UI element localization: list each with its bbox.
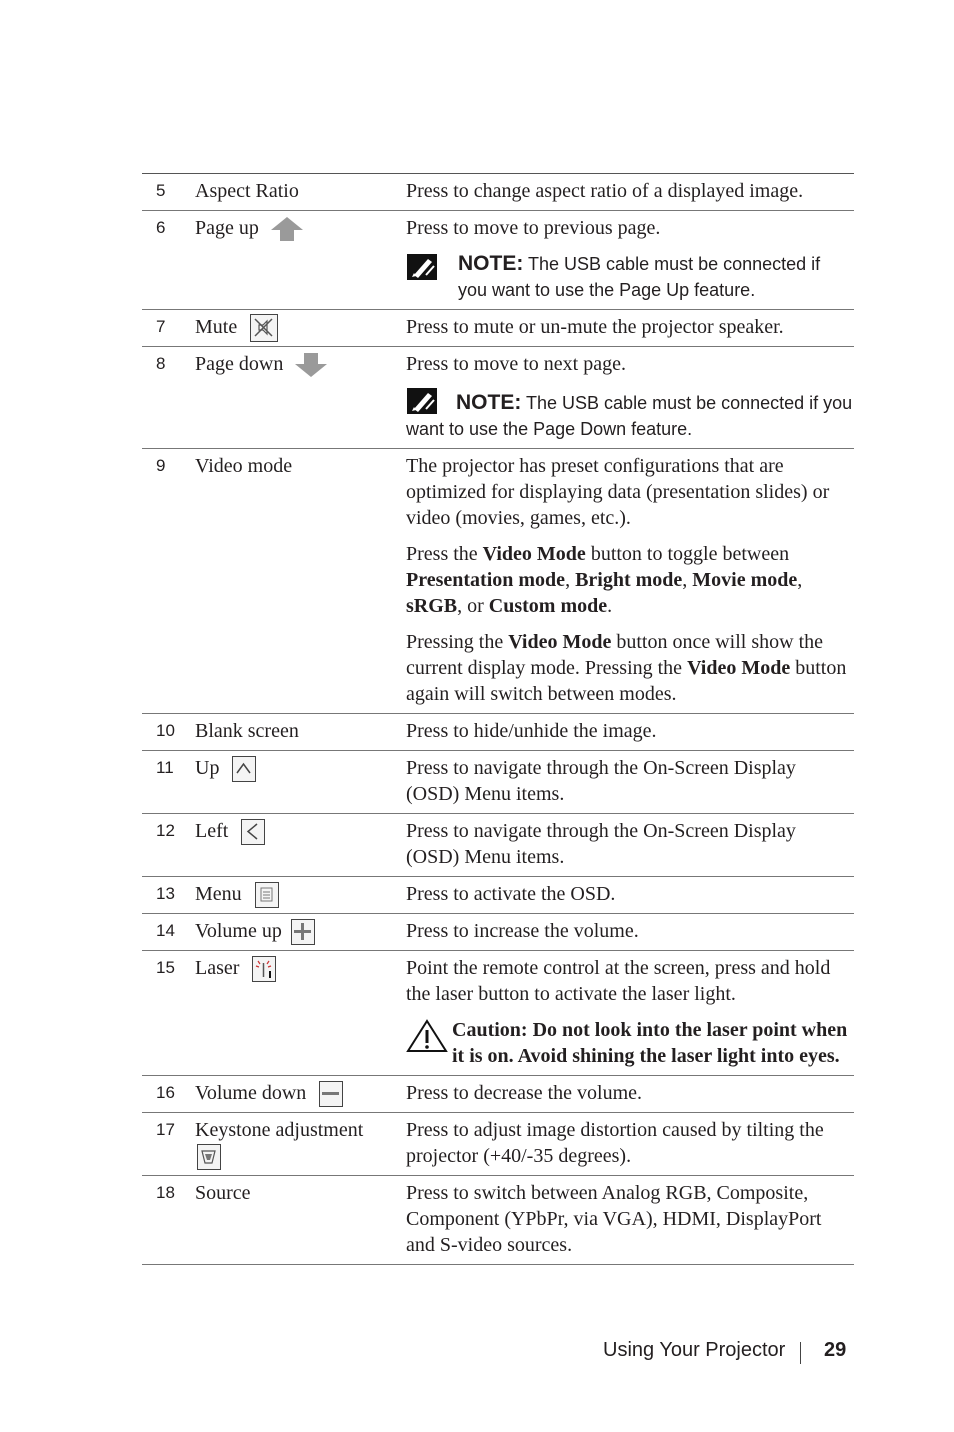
chevron-left-icon — [241, 819, 265, 845]
button-name-cell — [195, 751, 406, 813]
footer-divider — [800, 1342, 801, 1364]
button-description: Press to switch between Analog RGB, Composite, Component (YPbPr, via VGA), HDMI, DisplayPort and S-video sources. — [406, 1182, 822, 1256]
button-description-cell — [406, 449, 854, 713]
button-name: Page down — [195, 353, 284, 375]
table-row — [142, 310, 854, 347]
table-row — [142, 951, 854, 1076]
table-row — [142, 347, 854, 449]
note-label: NOTE: — [458, 252, 524, 275]
page-footer — [600, 1336, 854, 1366]
mute-icon — [250, 314, 278, 342]
button-name-cell — [195, 1113, 406, 1175]
button-name: Aspect Ratio — [195, 180, 299, 202]
note-block — [406, 387, 854, 442]
button-description: Press to navigate through the On-Screen Display (OSD) Menu items. — [406, 757, 796, 805]
button-name: Blank screen — [195, 720, 299, 742]
arrow-down-icon — [294, 352, 328, 378]
button-name: Volume down — [195, 1082, 307, 1104]
note-block — [406, 251, 854, 303]
button-description: Press to move to previous page. — [406, 217, 661, 239]
table-row — [142, 714, 854, 751]
warning-triangle-icon — [406, 1019, 448, 1053]
button-name: Menu — [195, 883, 242, 905]
row-number: 14 — [156, 921, 175, 940]
note-pencil-icon — [406, 387, 438, 415]
button-name: Laser — [195, 957, 240, 979]
note-text: The USB cable must be connected if you want to use the Page Up feature. — [458, 254, 821, 300]
table-row — [142, 914, 854, 951]
button-description: Press to mute or un-mute the projector speaker. — [406, 316, 784, 338]
row-number: 7 — [156, 317, 166, 336]
table-row — [142, 814, 854, 877]
button-description-cell — [406, 951, 854, 1075]
button-description: Press to activate the OSD. — [406, 883, 616, 905]
row-number: 13 — [156, 884, 175, 903]
button-description: Press to adjust image distortion caused by tilting the projector (+40/-35 degrees). — [406, 1119, 824, 1167]
button-description: Press to navigate through the On-Screen Display (OSD) Menu items. — [406, 820, 796, 868]
button-description: Point the remote control at the screen, press and hold the laser button to activate the laser light. — [406, 957, 831, 1005]
button-name-cell — [195, 877, 406, 913]
arrow-up-icon — [270, 216, 304, 242]
row-number: 12 — [156, 821, 175, 840]
row-number: 15 — [156, 958, 175, 977]
button-description: Press to hide/unhide the image. — [406, 720, 657, 742]
table-row — [142, 1176, 854, 1265]
chevron-up-icon — [232, 756, 256, 782]
row-number: 18 — [156, 1183, 175, 1202]
button-name-cell — [195, 951, 406, 1075]
button-name: Video mode — [195, 455, 293, 477]
caution-text: Caution: Do not look into the laser point when it is on. Avoid shining the laser light into eyes. — [452, 1019, 848, 1067]
note-label: NOTE: — [456, 391, 522, 414]
button-name-cell — [195, 814, 406, 876]
description-paragraph: The projector has preset configurations that are optimized for displaying data (presentation slides) or video (movies, games, etc.). — [406, 455, 830, 529]
button-name: Left — [195, 820, 229, 842]
row-number: 6 — [156, 218, 166, 237]
caution-block — [406, 1017, 854, 1069]
button-name: Volume up — [195, 920, 282, 942]
row-number: 9 — [156, 456, 166, 475]
button-name: Source — [195, 1182, 251, 1204]
button-name-cell — [195, 914, 406, 950]
table-row — [142, 1076, 854, 1113]
note-text: The USB cable must be connected if you want to use the Page Down feature. — [406, 393, 853, 439]
table-row — [142, 449, 854, 714]
table-row — [142, 211, 854, 310]
page-number: 29 — [824, 1339, 847, 1361]
row-number: 16 — [156, 1083, 175, 1102]
button-name-cell — [195, 211, 406, 309]
button-name: Page up — [195, 217, 259, 239]
button-name-cell — [195, 347, 406, 448]
remote-control-table — [142, 173, 854, 1265]
note-pencil-icon — [406, 253, 438, 281]
description-paragraph: Press the Video Mode button to toggle between Presentation mode, Bright mode, Movie mode, sRGB, or Custom mode. — [406, 543, 803, 617]
row-number: 11 — [156, 758, 174, 777]
table-row — [142, 877, 854, 914]
laser-icon — [252, 956, 276, 982]
menu-icon — [255, 882, 279, 908]
button-description: Press to move to next page. — [406, 353, 626, 375]
table-row — [142, 174, 854, 211]
table-row — [142, 751, 854, 814]
keystone-icon — [197, 1144, 221, 1170]
button-name: Keystone adjustment — [195, 1119, 364, 1141]
button-name-cell — [195, 310, 406, 346]
button-description-cell — [406, 347, 854, 448]
button-name: Mute — [195, 316, 238, 338]
plus-icon — [291, 919, 315, 945]
minus-icon — [319, 1081, 343, 1107]
row-number: 5 — [156, 181, 166, 200]
button-description: Press to change aspect ratio of a displayed image. — [406, 180, 804, 202]
button-description: Press to increase the volume. — [406, 920, 639, 942]
button-name-cell — [195, 1076, 406, 1112]
button-description: Press to decrease the volume. — [406, 1082, 643, 1104]
row-number: 10 — [156, 721, 175, 740]
row-number: 8 — [156, 354, 166, 373]
button-name: Up — [195, 757, 220, 779]
button-description-cell — [406, 211, 854, 309]
footer-title: Using Your Projector — [603, 1339, 786, 1361]
row-number: 17 — [156, 1120, 175, 1139]
table-row — [142, 1113, 854, 1176]
description-paragraph: Pressing the Video Mode button once will show the current display mode. Pressing the Video Mode button again will switch between modes. — [406, 631, 847, 705]
